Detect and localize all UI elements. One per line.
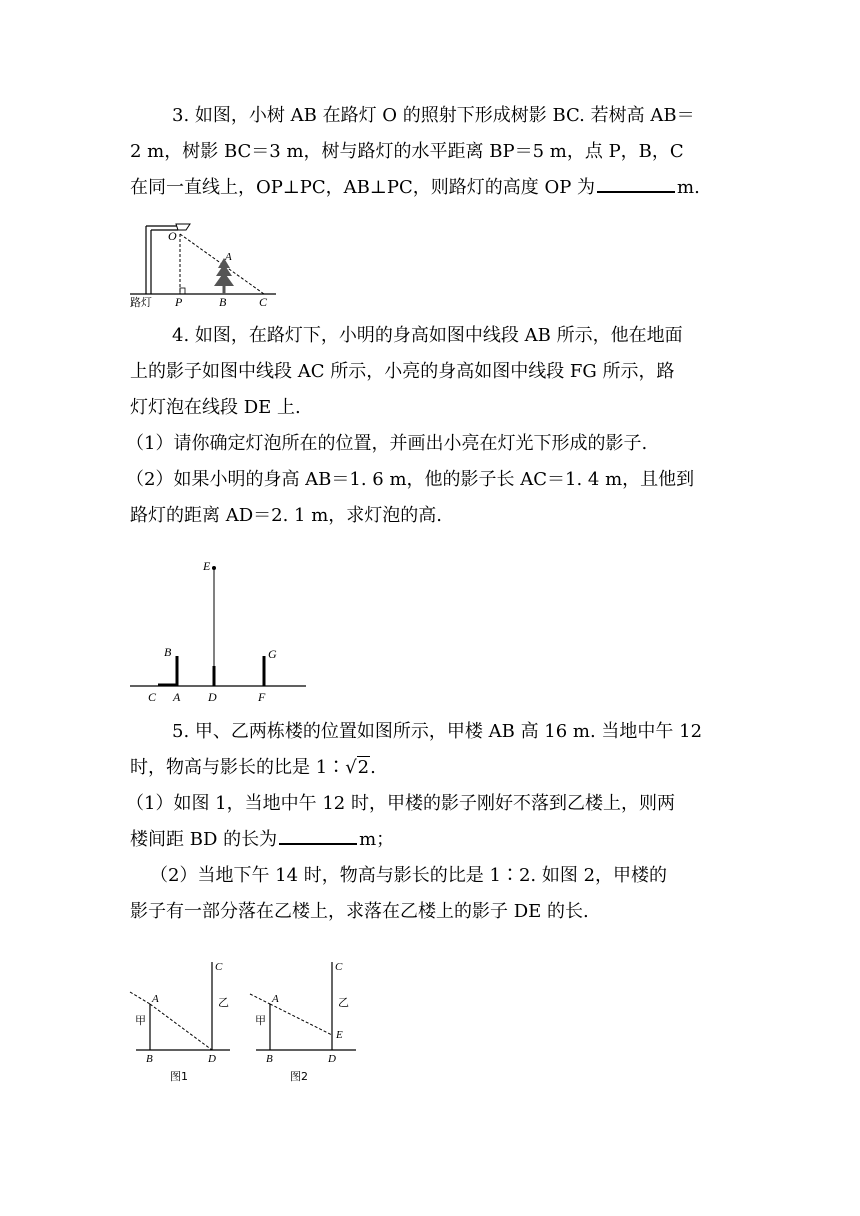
- fig2-label-b: B: [266, 1053, 273, 1065]
- fig1-label-a: A: [152, 993, 159, 1005]
- q3-line-3-text: 在同一直线上，OP⊥PC，AB⊥PC，则路灯的高度 OP 为: [130, 177, 596, 198]
- q5-sub-2-line-1: （2）当地下午 14 时，物高与影长的比是 1∶2. 如图 2，甲楼的: [150, 865, 668, 886]
- q5-line-2-end: .: [370, 757, 376, 778]
- q5-sub-2-line-2: 影子有一部分落在乙楼上，求落在乙楼上的影子 DE 的长.: [130, 901, 589, 922]
- q3-label-a: A: [225, 251, 232, 263]
- q4-sub-1: （1）请你确定灯泡所在的位置，并画出小亮在灯光下形成的影子.: [126, 433, 648, 454]
- q4-line-2: 上的影子如图中线段 AC 所示，小亮的身高如图中线段 FG 所示，路: [130, 361, 675, 382]
- fig1-label-b: B: [146, 1053, 153, 1065]
- fig2-caption: 图2: [290, 1070, 308, 1083]
- sqrt-radicand: 2: [357, 757, 370, 778]
- fig2-label-c: C: [335, 961, 343, 973]
- q4-label-c: C: [148, 690, 157, 704]
- fig2-label-jia: 甲: [255, 1014, 266, 1027]
- q3-label-lamp: 路灯: [130, 296, 152, 309]
- fig2-label-d: D: [328, 1053, 336, 1065]
- q5-answer-blank[interactable]: [279, 823, 357, 845]
- q5-figure-1: [128, 956, 238, 1086]
- q5-sub-1-unit: m；: [359, 829, 395, 850]
- q4-label-f: F: [258, 690, 266, 704]
- question-4: [126, 318, 730, 534]
- fig1-label-yi: 乙: [218, 996, 229, 1009]
- q3-answer-blank[interactable]: [597, 171, 675, 193]
- q5-sub-1-line-2: [130, 822, 730, 858]
- fig2-label-e: E: [336, 1029, 343, 1041]
- q4-label-b: B: [164, 645, 172, 659]
- q3-label-c: C: [259, 295, 268, 309]
- sqrt-symbol: √2: [345, 757, 370, 778]
- q5-line-2: [130, 750, 730, 786]
- q4-label-e: E: [203, 559, 211, 573]
- q4-sub-2-line-2: 路灯的距离 AD＝2. 1 m，求灯泡的高.: [130, 505, 443, 526]
- q5-figure-2: [248, 956, 358, 1086]
- q5-sub-1-text: 楼间距 BD 的长为: [130, 829, 278, 850]
- q4-line-1: 4. 如图，在路灯下，小明的身高如图中线段 AB 所示，他在地面: [172, 325, 683, 346]
- fig1-label-c: C: [215, 961, 223, 973]
- q3-line-1: 3. 如图，小树 AB 在路灯 O 的照射下形成树影 BC. 若树高 AB＝: [172, 105, 695, 126]
- q4-figure: [128, 556, 308, 706]
- q3-line-2: 2 m，树影 BC＝3 m，树与路灯的水平距离 BP＝5 m，点 P，B，C: [130, 141, 684, 162]
- question-5: [126, 714, 730, 930]
- q4-line-3: 灯灯泡在线段 DE 上.: [130, 397, 301, 418]
- q3-label-o: O: [168, 229, 177, 243]
- q3-label-b: B: [219, 295, 227, 309]
- q4-label-g: G: [268, 647, 277, 661]
- question-3: [130, 98, 730, 206]
- fig2-label-yi: 乙: [338, 996, 349, 1009]
- q4-label-a: A: [173, 690, 181, 704]
- fig2-label-a: A: [272, 993, 279, 1005]
- q5-line-1: 5. 甲、乙两栋楼的位置如图所示，甲楼 AB 高 16 m. 当地中午 12: [172, 721, 703, 742]
- q3-figure: [128, 218, 288, 310]
- fig1-label-jia: 甲: [135, 1014, 146, 1027]
- q3-unit: m.: [677, 177, 700, 198]
- q5-line-2-text: 时，物高与影长的比是 1∶: [130, 757, 346, 778]
- q4-sub-2-line-1: （2）如果小明的身高 AB＝1. 6 m，他的影子长 AC＝1. 4 m，且他到: [126, 469, 695, 490]
- fig1-caption: 图1: [170, 1070, 188, 1083]
- q4-label-d: D: [208, 690, 217, 704]
- q3-label-p: P: [175, 295, 183, 309]
- fig1-label-d: D: [208, 1053, 216, 1065]
- q5-sub-1-line-1: （1）如图 1，当地中午 12 时，甲楼的影子刚好不落到乙楼上，则两: [126, 793, 675, 814]
- q3-line-3: [130, 170, 730, 206]
